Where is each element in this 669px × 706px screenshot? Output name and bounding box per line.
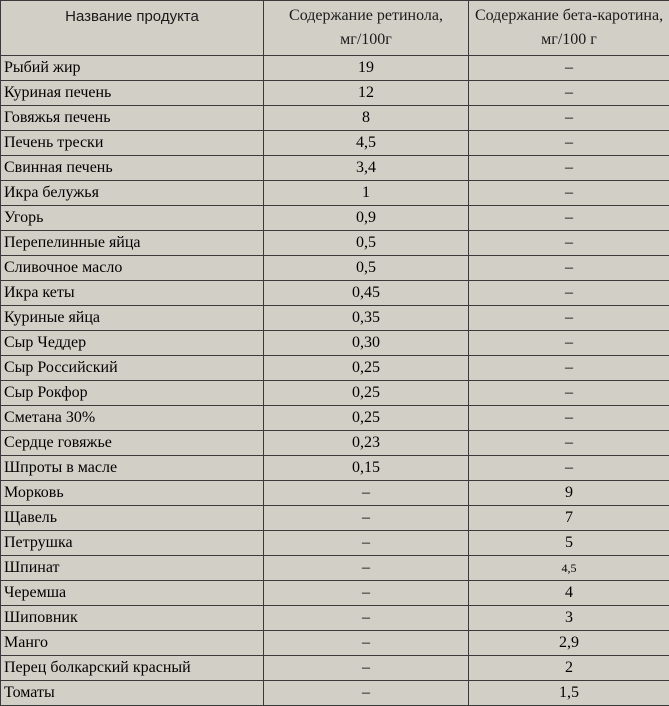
- retinol-cell: 0,25: [264, 406, 469, 431]
- product-name-cell: Сыр Рокфор: [1, 381, 264, 406]
- table-row: [1, 431, 669, 456]
- beta-carotene-cell: –: [469, 206, 669, 231]
- table-row: [1, 606, 669, 631]
- table-row: [1, 306, 669, 331]
- beta-carotene-cell: –: [469, 81, 669, 106]
- product-name-cell: Шиповник: [1, 606, 264, 631]
- product-name-cell: Манго: [1, 631, 264, 656]
- retinol-cell: 0,23: [264, 431, 469, 456]
- product-name-cell: Морковь: [1, 481, 264, 506]
- header-beta-carotene: Содержание бета-каротина, мг/100 г: [469, 1, 669, 56]
- table-row: [1, 506, 669, 531]
- table-row: [1, 656, 669, 681]
- beta-carotene-cell: 4,5: [469, 556, 669, 581]
- beta-carotene-cell: 4: [469, 581, 669, 606]
- beta-carotene-cell: –: [469, 331, 669, 356]
- table-row: [1, 581, 669, 606]
- table-row: [1, 106, 669, 131]
- product-name-cell: Петрушка: [1, 531, 264, 556]
- retinol-cell: 3,4: [264, 156, 469, 181]
- retinol-cell: 4,5: [264, 131, 469, 156]
- beta-carotene-cell: –: [469, 131, 669, 156]
- retinol-cell: –: [264, 581, 469, 606]
- header-row: [1, 1, 669, 56]
- beta-carotene-cell: 2,9: [469, 631, 669, 656]
- retinol-cell: 0,30: [264, 331, 469, 356]
- product-name-cell: Перепелинные яйца: [1, 231, 264, 256]
- product-name-cell: Говяжья печень: [1, 106, 264, 131]
- product-name-cell: Сердце говяжье: [1, 431, 264, 456]
- retinol-cell: 0,5: [264, 256, 469, 281]
- product-name-cell: Шпроты в масле: [1, 456, 264, 481]
- product-name-cell: Икра белужья: [1, 181, 264, 206]
- table-row: [1, 281, 669, 306]
- product-name-cell: Свинная печень: [1, 156, 264, 181]
- beta-carotene-cell: 2: [469, 656, 669, 681]
- table-row: [1, 356, 669, 381]
- retinol-cell: 0,9: [264, 206, 469, 231]
- retinol-cell: 0,25: [264, 356, 469, 381]
- beta-carotene-cell: –: [469, 306, 669, 331]
- product-name-cell: Рыбий жир: [1, 56, 264, 81]
- beta-carotene-cell: –: [469, 431, 669, 456]
- product-name-cell: Черемша: [1, 581, 264, 606]
- retinol-cell: –: [264, 631, 469, 656]
- beta-carotene-cell: –: [469, 356, 669, 381]
- beta-carotene-cell: –: [469, 231, 669, 256]
- header-retinol: Содержание ретинола, мг/100г: [264, 1, 469, 56]
- table-row: [1, 131, 669, 156]
- retinol-cell: 0,45: [264, 281, 469, 306]
- product-name-cell: Угорь: [1, 206, 264, 231]
- product-name-cell: Куриные яйца: [1, 306, 264, 331]
- retinol-cell: 0,15: [264, 456, 469, 481]
- table-row: [1, 81, 669, 106]
- product-name-cell: Томаты: [1, 681, 264, 706]
- table-row: [1, 556, 669, 581]
- table-row: [1, 156, 669, 181]
- beta-carotene-cell: –: [469, 106, 669, 131]
- table-row: [1, 406, 669, 431]
- retinol-cell: 0,35: [264, 306, 469, 331]
- beta-carotene-cell: –: [469, 56, 669, 81]
- retinol-cell: 19: [264, 56, 469, 81]
- table-row: [1, 631, 669, 656]
- table-row: [1, 456, 669, 481]
- retinol-cell: –: [264, 531, 469, 556]
- beta-carotene-cell: 1,5: [469, 681, 669, 706]
- beta-carotene-cell: 9: [469, 481, 669, 506]
- product-name-cell: Сливочное масло: [1, 256, 264, 281]
- beta-carotene-cell: –: [469, 456, 669, 481]
- table-row: [1, 181, 669, 206]
- beta-carotene-cell: 5: [469, 531, 669, 556]
- table-row: [1, 256, 669, 281]
- beta-carotene-cell: –: [469, 281, 669, 306]
- beta-carotene-cell: 7: [469, 506, 669, 531]
- beta-carotene-cell: –: [469, 406, 669, 431]
- product-name-cell: Перец болкарский красный: [1, 656, 264, 681]
- table-row: [1, 331, 669, 356]
- retinol-cell: –: [264, 556, 469, 581]
- product-name-cell: Сыр Российский: [1, 356, 264, 381]
- retinol-cell: 0,25: [264, 381, 469, 406]
- retinol-cell: –: [264, 681, 469, 706]
- retinol-cell: –: [264, 606, 469, 631]
- retinol-cell: 8: [264, 106, 469, 131]
- table-row: [1, 381, 669, 406]
- beta-carotene-cell: –: [469, 381, 669, 406]
- retinol-cell: –: [264, 481, 469, 506]
- product-name-cell: Печень трески: [1, 131, 264, 156]
- product-name-cell: Шпинат: [1, 556, 264, 581]
- product-name-cell: Куриная печень: [1, 81, 264, 106]
- retinol-cell: 0,5: [264, 231, 469, 256]
- table-row: [1, 481, 669, 506]
- beta-carotene-cell: –: [469, 256, 669, 281]
- retinol-cell: 12: [264, 81, 469, 106]
- table-row: [1, 531, 669, 556]
- beta-carotene-cell: 3: [469, 606, 669, 631]
- beta-carotene-cell: –: [469, 156, 669, 181]
- product-name-cell: Икра кеты: [1, 281, 264, 306]
- beta-carotene-cell: –: [469, 181, 669, 206]
- retinol-cell: –: [264, 656, 469, 681]
- table-row: [1, 681, 669, 706]
- product-name-cell: Сыр Чеддер: [1, 331, 264, 356]
- retinol-cell: 1: [264, 181, 469, 206]
- retinol-cell: –: [264, 506, 469, 531]
- header-product-name: Название продукта: [1, 1, 264, 56]
- table-row: [1, 206, 669, 231]
- table-row: [1, 56, 669, 81]
- product-name-cell: Сметана 30%: [1, 406, 264, 431]
- product-name-cell: Щавель: [1, 506, 264, 531]
- table-row: [1, 231, 669, 256]
